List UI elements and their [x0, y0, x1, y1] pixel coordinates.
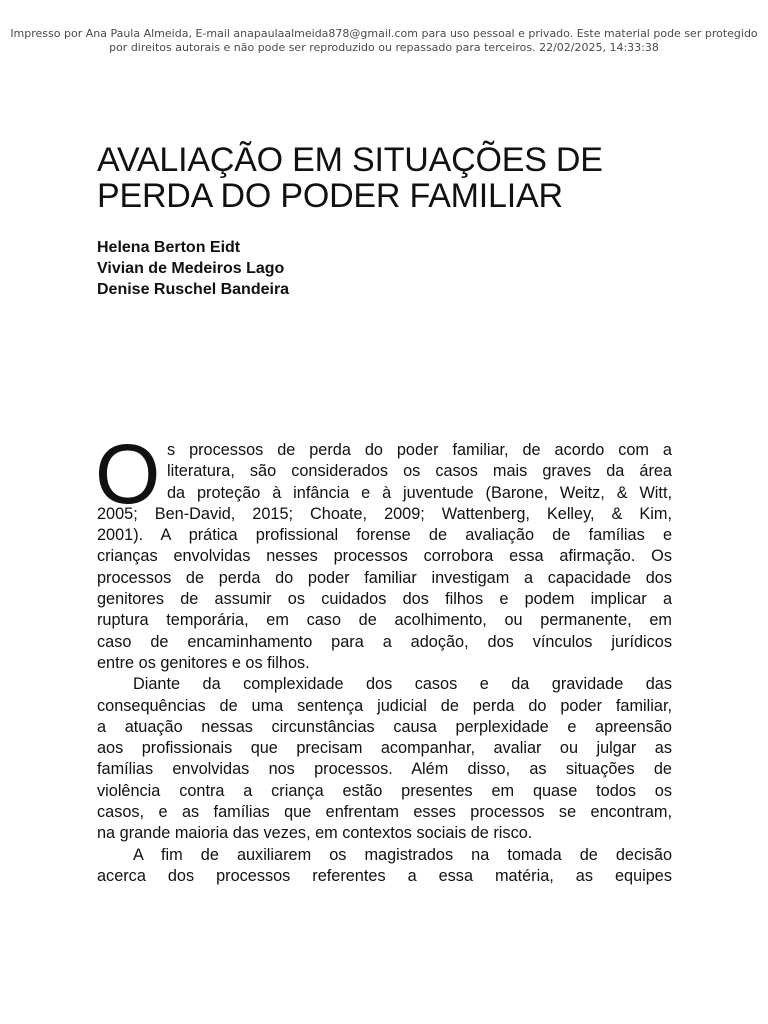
print-watermark — [0, 27, 768, 55]
text-line: Diante da complexidade dos casos e da gravidade das — [133, 675, 672, 694]
text-line: na grande maioria das vezes, em contextos sociais de risco. — [97, 824, 533, 843]
author-name: Denise Ruschel Bandeira — [97, 281, 290, 298]
paragraph-3 — [97, 845, 672, 888]
text-line: literatura, são considerados os casos mais graves da área — [167, 462, 672, 481]
text-line: 2001). A prática profissional forense de avaliação de famílias e — [97, 526, 672, 545]
chapter-title-line-1: AVALIAÇÃO EM SITUAÇÕES DE — [97, 141, 603, 179]
text-line: entre os genitores e os filhos. — [97, 653, 310, 672]
text-line: 2005; Ben-David, 2015; Choate, 2009; Wattenberg, Kelley, & Kim, — [97, 504, 672, 523]
chapter-body — [95, 427, 672, 887]
text-line: processos de perda do poder familiar investigam a capacidade dos — [97, 568, 672, 587]
author-name: Vivian de Medeiros Lago — [97, 260, 285, 277]
author-name: Helena Berton Eidt — [97, 239, 241, 256]
text-line: famílias envolvidas nos processos. Além disso, as situações de — [97, 760, 672, 779]
author-list — [97, 237, 289, 300]
drop-cap-letter: O — [95, 427, 161, 521]
paragraph-1 — [97, 440, 672, 674]
paragraph-2 — [97, 674, 672, 844]
text-line: s processos de perda do poder familiar, de acordo com a — [167, 441, 672, 459]
text-line: aos profissionais que precisam acompanhar, avaliar ou julgar as — [97, 739, 672, 758]
text-line: genitores de assumir os cuidados dos filhos e podem implicar a — [97, 590, 672, 609]
text-line: da proteção à infância e à juventude (Barone, Weitz, & Witt, — [167, 483, 672, 502]
watermark-line-1: Impresso por Ana Paula Almeida, E-mail anapaulaalmeida878@gmail.com para uso pessoal e privado. Este material pode ser protegido — [10, 27, 758, 40]
chapter-title-line-2: PERDA DO PODER FAMILIAR — [97, 177, 563, 215]
text-line: crianças envolvidas nesses processos corrobora essa afirmação. Os — [97, 547, 672, 566]
text-line: consequências de uma sentença judicial de perda do poder familiar, — [97, 696, 672, 715]
text-line: violência contra a criança estão presentes em quase todos os — [97, 781, 672, 800]
watermark-line-2: por direitos autorais e não pode ser reproduzido ou repassado para terceiros. 22/02/2025, 14:33:38 — [109, 41, 659, 54]
text-line: A fim de auxiliarem os magistrados na tomada de decisão — [133, 845, 672, 864]
chapter-title — [97, 142, 737, 214]
text-line: caso de encaminhamento para a adoção, dos vínculos jurídicos — [97, 632, 672, 651]
text-line: a atuação nessas circunstâncias causa perplexidade e apreensão — [97, 717, 672, 736]
text-line: casos, e as famílias que enfrentam esses processos se encontram, — [97, 803, 672, 822]
text-line: acerca dos processos referentes a essa matéria, as equipes — [97, 866, 672, 885]
text-line: ruptura temporária, em caso de acolhimento, ou permanente, em — [97, 611, 672, 630]
